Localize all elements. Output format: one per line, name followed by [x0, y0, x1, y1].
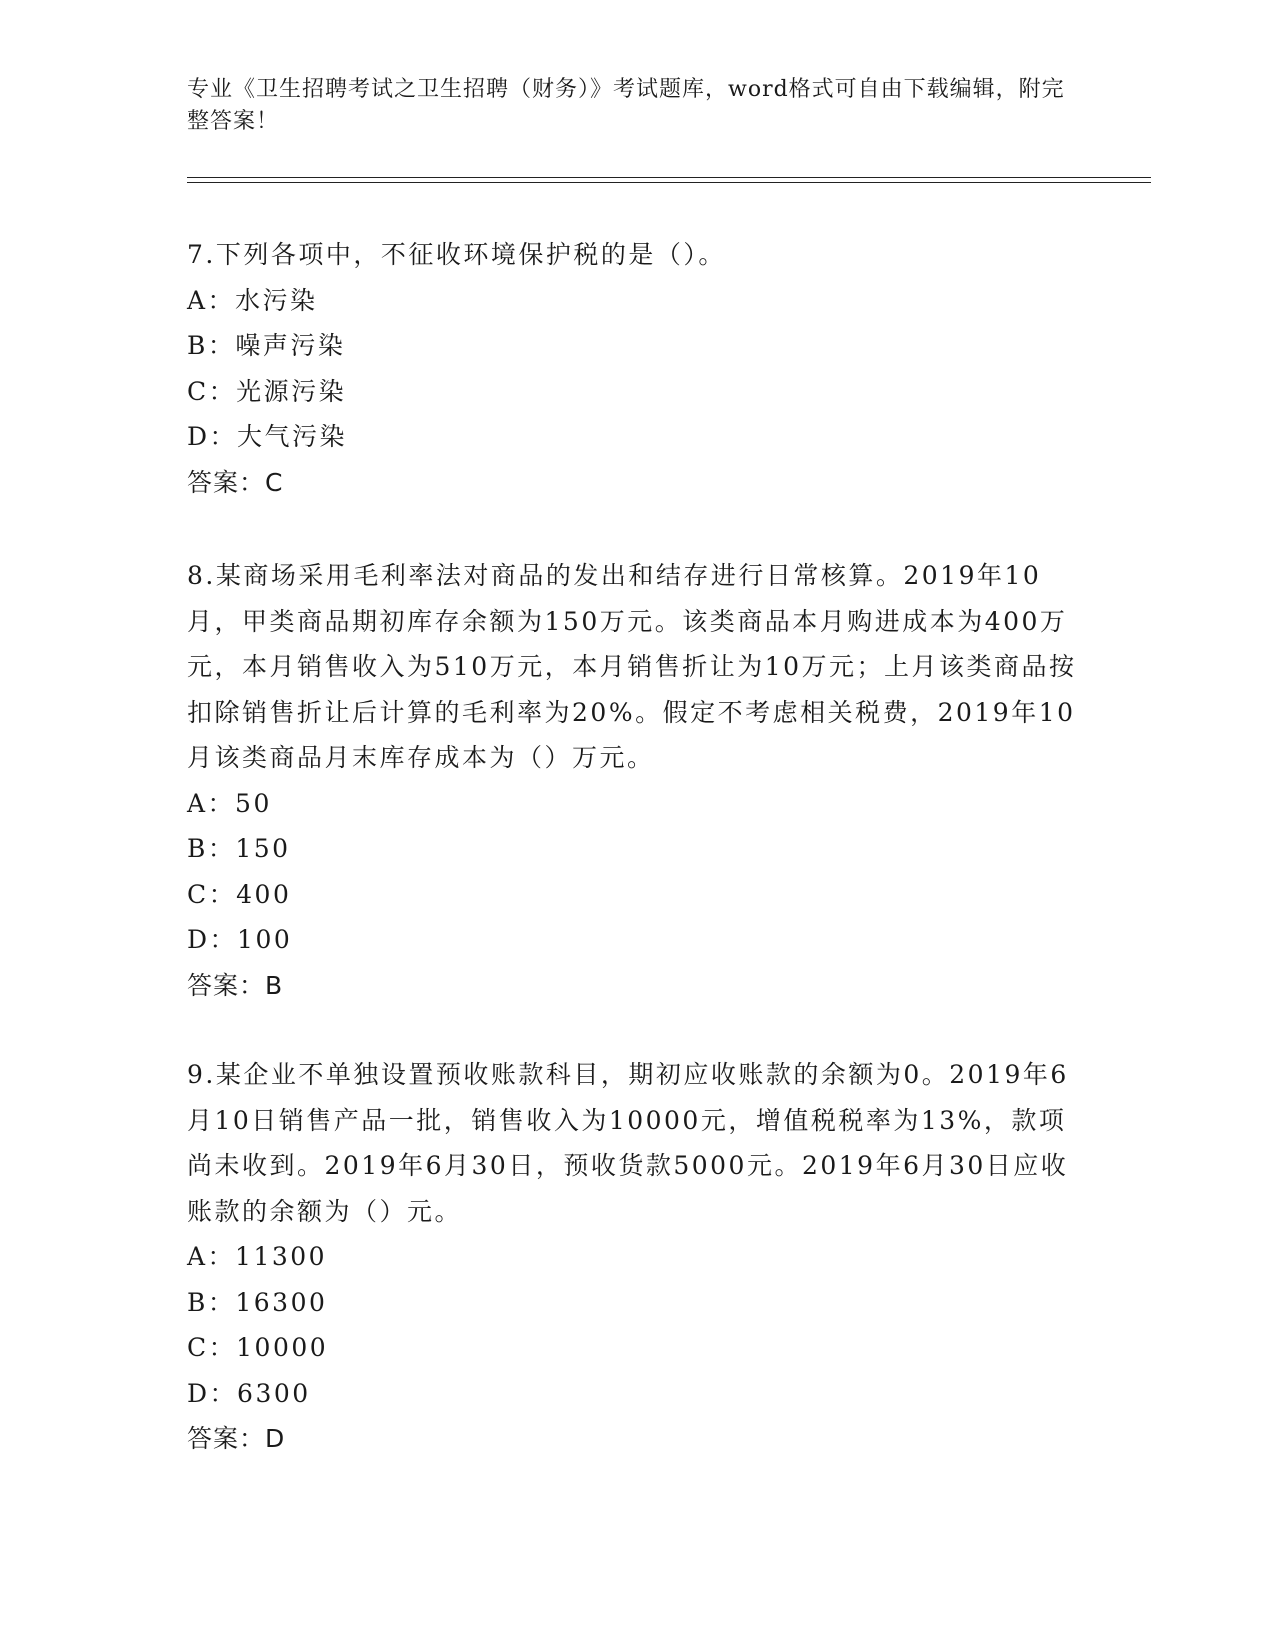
question-8 [187, 553, 1087, 1008]
document-header: 专业《卫生招聘考试之卫生招聘（财务）》考试题库，word格式可自由下载编辑，附完整答案！ [187, 77, 1065, 134]
option-list [187, 278, 1087, 460]
answer-line: 答案：C [187, 467, 284, 497]
option-a: A：11300 [187, 1242, 328, 1271]
header-divider-bottom [187, 182, 1151, 183]
option-c: C：光源污染 [187, 376, 347, 406]
option-b: B：16300 [187, 1287, 328, 1317]
question-stem: 9.某企业不单独设置预收账款科目，期初应收账款的余额为0。2019年6月10日销售产品一批，销售收入为10000元，增值税税率为13%，款项尚未收到。2019年6月30日，预收货款5000元。2019年6月30日应收账款的余额为（）元。 [187, 1060, 1069, 1226]
question-9 [187, 1052, 1087, 1462]
question-stem: 8.某商场采用毛利率法对商品的发出和结存进行日常核算。2019年10月，甲类商品期初库存余额为150万元。该类商品本月购进成本为400万元，本月销售收入为510万元，本月销售折让为10万元；上月该类商品按扣除销售折让后计算的毛利率为20%。假定不考虑相关税费，2019年10月该类商品月末库存成本为（）万元。 [187, 561, 1077, 772]
question-7 [187, 232, 1087, 505]
option-list [187, 1234, 1087, 1416]
option-list [187, 781, 1087, 963]
option-c: C：10000 [187, 1333, 329, 1362]
answer-line: 答案：B [187, 970, 284, 1000]
option-c: C：400 [187, 879, 292, 909]
option-d: D：100 [187, 925, 293, 954]
question-stem: 7.下列各项中，不征收环境保护税的是（）。 [187, 240, 726, 269]
option-d: D：大气污染 [187, 422, 348, 451]
option-d: D：6300 [187, 1378, 311, 1408]
option-b: B：噪声污染 [187, 331, 346, 360]
answer-line: 答案：D [187, 1424, 286, 1453]
option-b: B：150 [187, 834, 291, 863]
header-divider-top [187, 177, 1151, 178]
option-a: A：水污染 [187, 285, 318, 315]
option-a: A：50 [187, 788, 272, 818]
